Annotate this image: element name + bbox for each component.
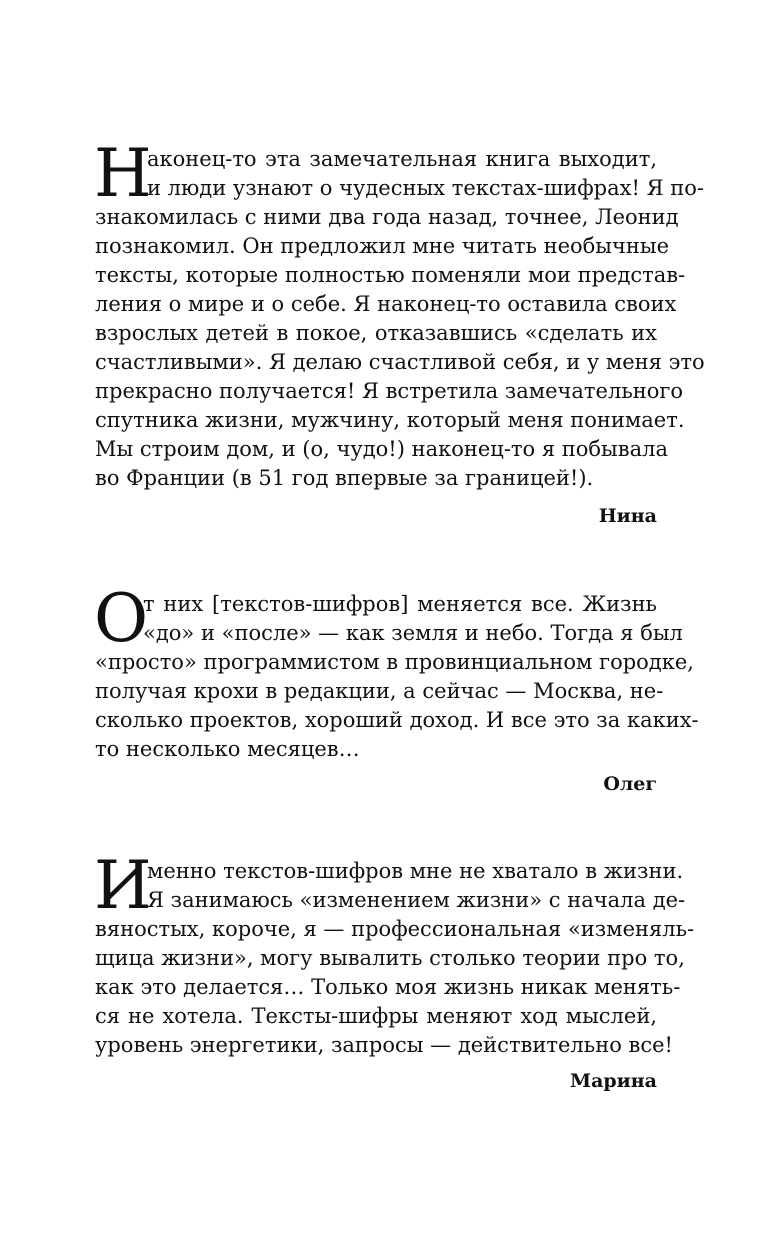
text-line: то несколько месяцев… bbox=[95, 737, 360, 761]
text-line: Я занимаюсь «изменением жизни» с начала де- bbox=[147, 888, 686, 912]
text-line: вяностых, короче, я — профессиональная «изменяль- bbox=[95, 917, 695, 941]
testimonial-nina bbox=[94, 135, 705, 545]
text-line: Мы строим дом, и (о, чудо!) наконец-то я побывала bbox=[95, 437, 668, 461]
text-line: познакомил. Он предложил мне читать необычные bbox=[95, 234, 670, 258]
text-line: во Франции (в 51 год впервые за границей!). bbox=[95, 466, 594, 490]
text-line: как это делается… Только моя жизнь никак менять- bbox=[95, 975, 681, 999]
text-line: сколько проектов, хороший доход. И все это за каких- bbox=[95, 708, 699, 732]
text-line: уровень энергетики, запросы — действительно все! bbox=[95, 1033, 673, 1057]
text-line: и люди узнают о чудесных текстах-шифрах! Я по- bbox=[147, 176, 704, 200]
text-line: взрослых детей в покое, отказавшись «сделать их bbox=[95, 321, 657, 345]
text-line: ся не хотела. Тексты-шифры меняют ход мыслей, bbox=[95, 1004, 657, 1028]
testimonial-marina bbox=[94, 847, 695, 1107]
text-line: получая крохи в редакции, а сейчас — Москва, не- bbox=[95, 679, 664, 703]
author-name: Нина bbox=[598, 505, 657, 527]
text-line: менно текстов-шифров мне не хватало в жизни. bbox=[147, 859, 684, 883]
text-line: знакомилась с ними два года назад, точнее, Леонид bbox=[95, 205, 679, 229]
text-line: щица жизни», могу вывалить столько теории про то, bbox=[95, 946, 685, 970]
text-line: «до» и «после» — как земля и небо. Тогда я был bbox=[143, 621, 683, 645]
text-line: аконец-то эта замечательная книга выходит, bbox=[147, 147, 657, 171]
text-line: «просто» программистом в провинциальном городке, bbox=[95, 650, 694, 674]
text-line: спутника жизни, мужчину, который меня понимает. bbox=[95, 408, 685, 432]
drop-cap: О bbox=[94, 580, 148, 657]
testimonial-oleg bbox=[94, 580, 699, 810]
text-line: тексты, которые полностью поменяли мои представ- bbox=[95, 263, 686, 287]
text-line: счастливыми». Я делаю счастливой себя, и у меня это bbox=[95, 350, 705, 374]
text-line: прекрасно получается! Я встретила замечательного bbox=[95, 379, 684, 403]
drop-cap: И bbox=[94, 847, 151, 924]
author-name: Олег bbox=[603, 773, 657, 795]
drop-cap: Н bbox=[94, 135, 151, 212]
text-line: т них [текстов-шифров] меняется все. Жизнь bbox=[143, 592, 657, 616]
author-name: Марина bbox=[570, 1070, 657, 1092]
text-line: ления о мире и о себе. Я наконец-то оставила своих bbox=[95, 292, 677, 316]
